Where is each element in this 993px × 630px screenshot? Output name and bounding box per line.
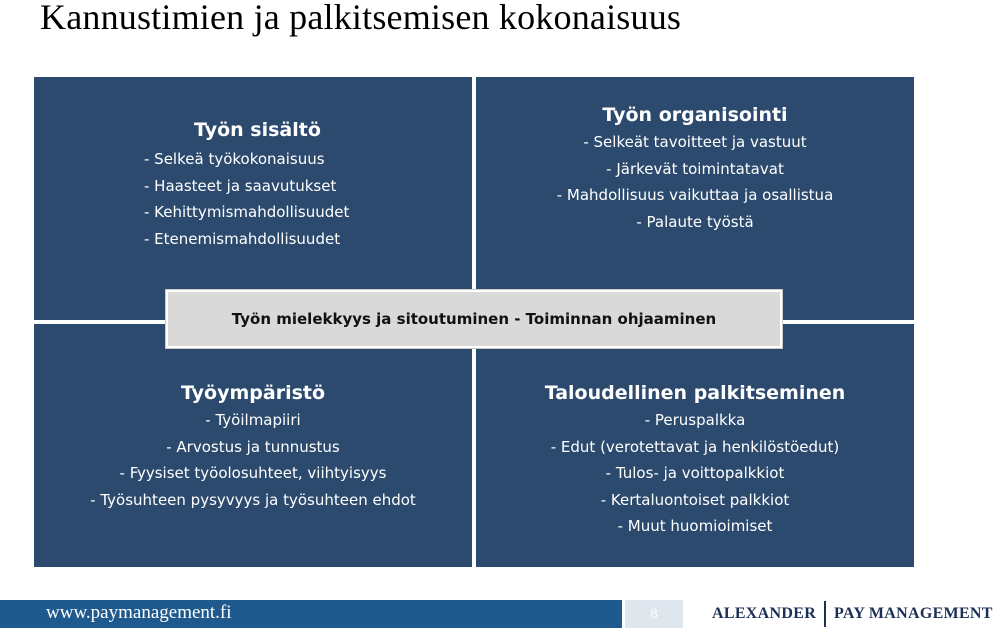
logo-divider [824,601,826,627]
list-item: - Palaute työstä [636,212,754,231]
list-item: - Arvostus ja tunnustus [166,437,340,456]
list-item: - Haasteet ja saavutukset [144,176,337,195]
list-item: - Mahdollisuus vaikuttaa ja osallistua [556,186,834,204]
quadrant-list [476,407,914,540]
list-item: - Etenemismahdollisuudet [144,229,341,248]
list-item: - Järkevät toimintatavat [606,159,784,178]
quadrant-work-organisation [476,77,914,320]
footer-bar [0,600,622,628]
list-item: - Kertaluontoiset palkkiot [600,490,790,509]
center-banner: Työn mielekkyys ja sitoutuminen - Toiminnan ohjaaminen [166,290,782,348]
list-item: - Muut huomioimiset [617,517,773,535]
slide-title: Kannustimien ja palkitsemisen kokonaisuus [40,0,682,37]
quadrant-list [34,407,472,513]
list-item: - Tulos- ja voittopalkkiot [605,464,785,482]
quadrant-heading: Taloudellinen palkitseminen [544,382,846,404]
quadrant-heading: Työn organisointi [602,104,788,126]
page-number: 8 [625,600,683,628]
footer-url-link[interactable]: www.paymanagement.fi [46,602,232,623]
list-item: - Peruspalkka [644,411,746,429]
quadrant-work-environment [34,324,472,567]
quadrant-heading: Työympäristö [180,382,326,404]
quadrant-heading: Työn sisältö [194,119,321,141]
quadrant-financial-rewards [476,324,914,567]
list-item: - Selkeät tavoitteet ja vastuut [583,133,807,151]
quadrant-list [144,146,364,252]
list-item: - Työsuhteen pysyvyys ja työsuhteen ehdot [90,490,416,509]
quadrant-work-content [34,77,472,320]
list-item: - Kehittymismahdollisuudet [144,203,350,221]
company-logo [712,600,993,628]
logo-left-text: ALEXANDER [712,605,817,622]
quadrant-list [476,129,914,235]
list-item: - Työilmapiiri [205,411,301,429]
list-item: - Edut (verotettavat ja henkilöstöedut) [550,437,840,456]
list-item: - Fyysiset työolosuhteet, viihtyisyys [119,464,387,482]
logo-right-text: PAY MANAGEMENT [834,605,993,622]
list-item: - Selkeä työkokonaisuus [144,150,325,168]
